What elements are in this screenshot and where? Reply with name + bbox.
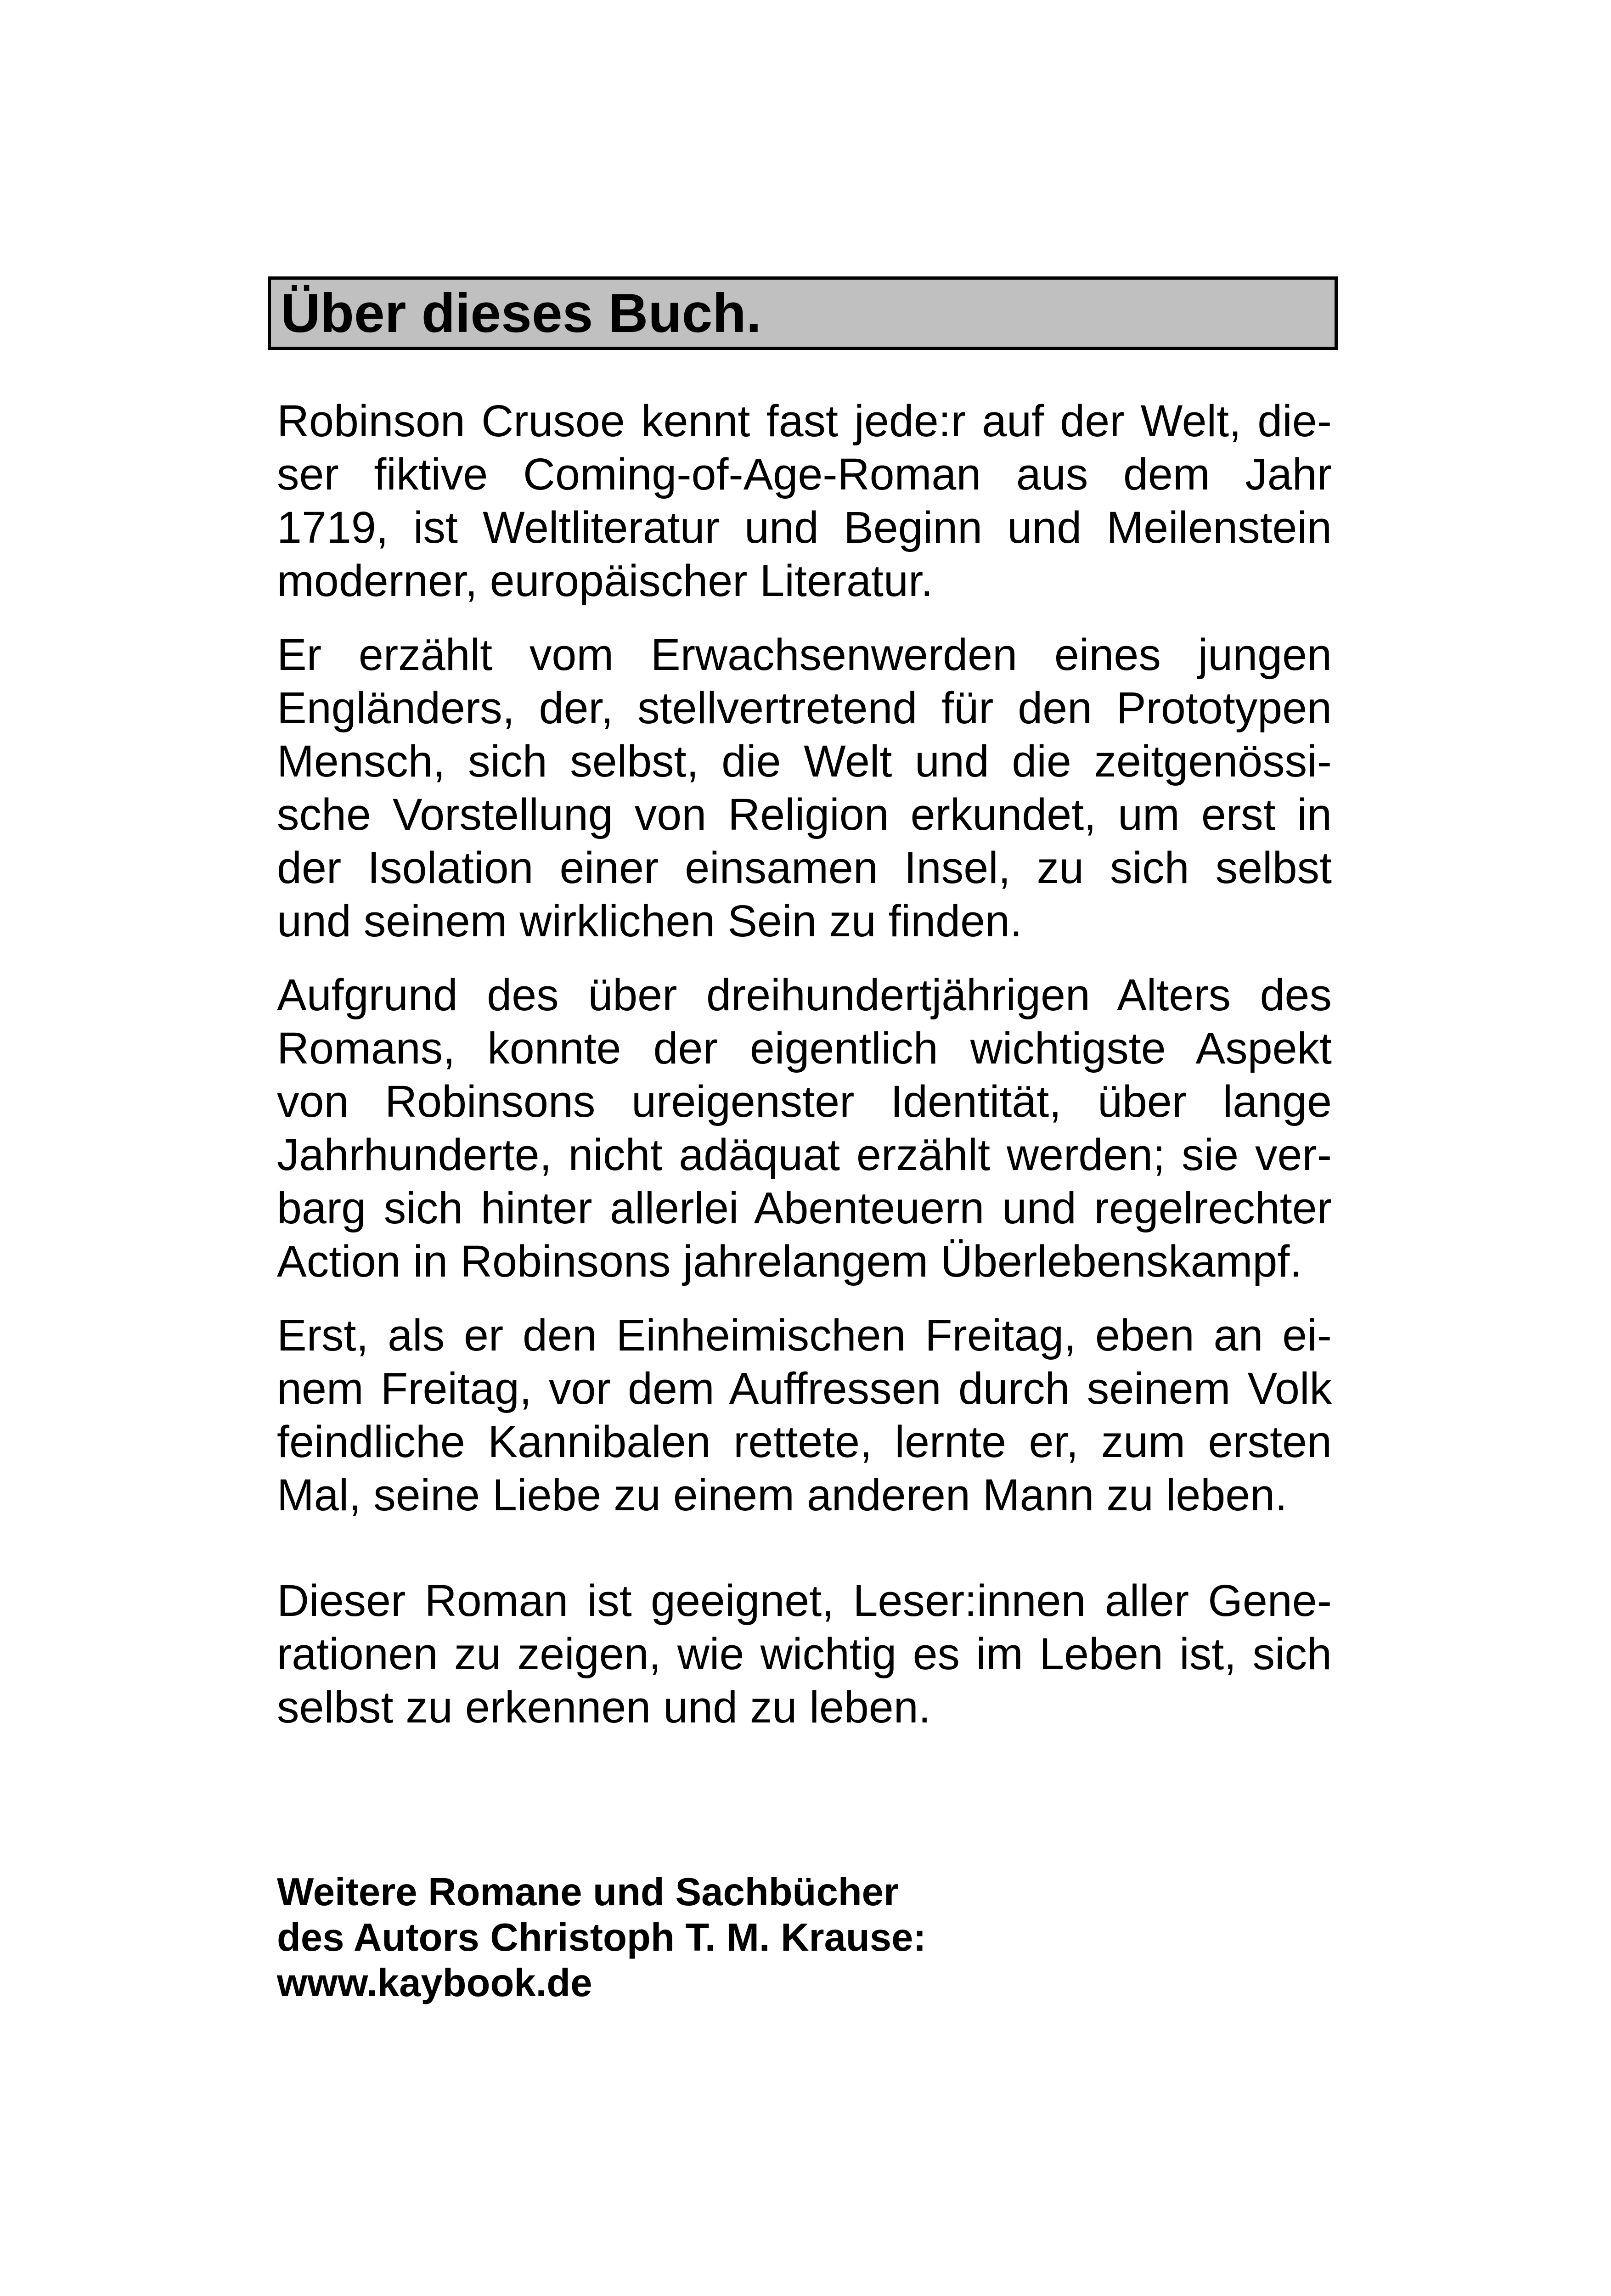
paragraph-line: 1719, ist Weltliteratur und Beginn und Meilenstein <box>277 502 1332 552</box>
footer-line: www.kaybook.de <box>277 1961 592 2005</box>
paragraph-line: Action in Robinsons jahrelangem Überlebenskampf. <box>277 1236 1302 1286</box>
paragraph-line: und seinem wirklichen Sein zu finden. <box>277 896 1022 946</box>
paragraph-line: Erst, als er den Einheimischen Freitag, eben an ei- <box>277 1310 1332 1360</box>
paragraph-line: rationen zu zeigen, wie wichtig es im Leben ist, sich <box>277 1629 1332 1679</box>
paragraph-line: barg sich hinter allerlei Abenteuern und regelrechter <box>277 1183 1332 1233</box>
section-heading-box <box>268 276 1338 350</box>
paragraph-line: sche Vorstellung von Religion erkundet, um erst in <box>277 789 1332 839</box>
paragraph-line: nem Freitag, vor dem Auffressen durch seinem Volk <box>277 1363 1332 1413</box>
footer-line: Weitere Romane und Sachbücher <box>277 1870 899 1914</box>
paragraph-line: selbst zu erkennen und zu leben. <box>277 1682 931 1732</box>
text-column <box>268 276 1338 2006</box>
body-text <box>268 394 1338 1734</box>
paragraph-line: Dieser Roman ist geeignet, Leser:innen aller Gene- <box>277 1576 1332 1626</box>
paragraph-line: Mal, seine Liebe zu einem anderen Mann zu leben. <box>277 1470 1288 1520</box>
paragraph-line: Aufgrund des über dreihundertjährigen Alters des <box>277 970 1332 1020</box>
paragraph-line: Jahrhunderte, nicht adäquat erzählt werden; sie ver- <box>277 1130 1332 1180</box>
paragraph <box>268 628 1338 948</box>
paragraph-line: ser fiktive Coming-of-Age-Roman aus dem Jahr <box>277 449 1332 499</box>
paragraph-line: Er erzählt vom Erwachsenwerden eines jungen <box>277 630 1332 680</box>
paragraph-line: Engländers, der, stellvertretend für den Prototypen <box>277 683 1332 733</box>
paragraph-line: moderner, europäischer Literatur. <box>277 556 933 606</box>
paragraph-line: Robinson Crusoe kennt fast jede:r auf der Welt, die- <box>277 396 1332 446</box>
paragraph <box>268 1574 1338 1734</box>
paragraph <box>268 968 1338 1288</box>
paragraph-line: von Robinsons ureigenster Identität, über lange <box>277 1076 1332 1126</box>
paragraph-line: feindliche Kannibalen rettete, lernte er, zum ersten <box>277 1417 1332 1467</box>
paragraph-line: Mensch, sich selbst, die Welt und die zeitgenössi- <box>277 736 1332 786</box>
paragraph <box>268 394 1338 608</box>
paragraph <box>268 1309 1338 1522</box>
footer-line: des Autors Christoph T. M. Krause: <box>277 1916 926 1959</box>
footer-note <box>268 1869 1338 2006</box>
section-title: Über dieses Buch. <box>281 282 762 344</box>
paragraph-line: Romans, konnte der eigentlich wichtigste Aspekt <box>277 1023 1332 1073</box>
paragraph-line: der Isolation einer einsamen Insel, zu sich selbst <box>277 843 1332 893</box>
book-page <box>0 276 1611 2296</box>
